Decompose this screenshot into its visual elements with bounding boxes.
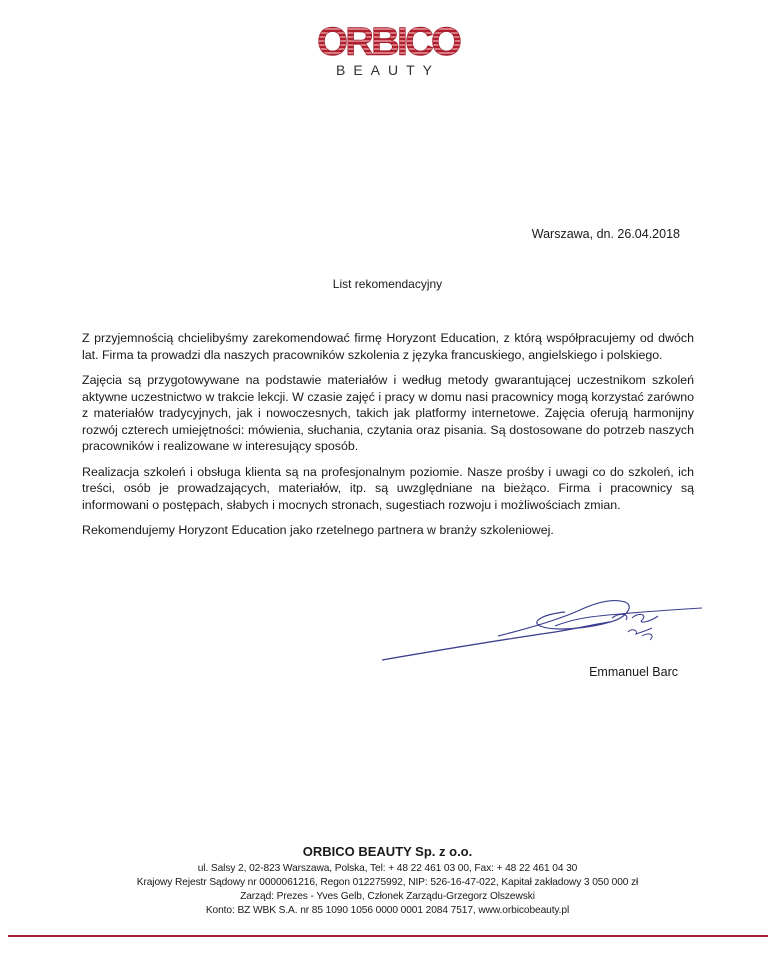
- letter-body: [82, 330, 694, 548]
- letter-date: Warszawa, dn. 26.04.2018: [531, 227, 680, 241]
- logo-subtitle: BEAUTY: [335, 62, 441, 78]
- signer-name: Emmanuel Barc: [589, 665, 678, 679]
- footer-board: Zarząd: Prezes - Yves Gelb, Członek Zarządu-Grzegorz Olszewski: [240, 891, 535, 902]
- footer-address: ul. Salsy 2, 02-823 Warszawa, Polska, Tel: + 48 22 461 03 00, Fax: + 48 22 461 04 30: [197, 863, 578, 874]
- letter-paragraph: Rekomendujemy Horyzont Education jako rzetelnego partnera w branży szkoleniowej.: [82, 523, 554, 537]
- handwritten-signature: [380, 588, 710, 668]
- letter-paragraph: Z przyjemnością chcielibyśmy zarekomendować firmę Horyzont Education, z którą współpracujemy od dwóch lat. Firma ta prowadzi dla naszych pracowników szkolenia z języka francuskiego, angielskiego i polskiego.: [82, 331, 694, 362]
- footer-bank-account: Konto: BZ WBK S.A. nr 85 1090 1056 0000 0001 2084 7517, www.orbicobeauty.pl: [205, 905, 570, 916]
- orbico-logo-graphic: [283, 18, 493, 80]
- letter-paragraph: Realizacja szkoleń i obsługa klienta są na profesjonalnym poziomie. Nasze prośby i uwagi co do szkoleń, ich treści, osób je prowadzających, materiałów, itp. są uwzględniane na bieżąco. Firma i pracownicy są informowani o postępach, słabych i mocnych stronach, sugestiach rozwoju i możliwościach zmian.: [82, 464, 694, 512]
- letter-paragraph: Zajęcia są przygotowywane na podstawie materiałów i według metody gwarantującej uczestnikom szkoleń aktywne uczestnictwo w trakcie lekcji. W czasie zajęć i pracy w domu nasi pracownicy mogą korzystać zarówno z materiałów tradycyjnych, jak i nowoczesnych, takich jak platformy internetowe. Zajęcia oferują harmonijny rozwój czterech umiejętności: mówienia, słuchania, czytania oraz pisania. Są dostosowane do potrzeb naszych pracowników i realizowane w interesujący sposób.: [82, 373, 694, 453]
- footer-divider: [8, 935, 768, 937]
- logo-wordmark: ORBICO: [317, 20, 459, 64]
- footer-company-name: ORBICO BEAUTY Sp. z o.o.: [302, 844, 473, 859]
- company-logo: [283, 18, 493, 80]
- letter-title: List rekomendacyjny: [332, 277, 443, 291]
- letterhead-footer: [0, 844, 775, 918]
- footer-registry: Krajowy Rejestr Sądowy nr 0000061216, Regon 012275992, NIP: 526-16-47-022, Kapitał zakładowy 3 050 000 zł: [136, 877, 639, 888]
